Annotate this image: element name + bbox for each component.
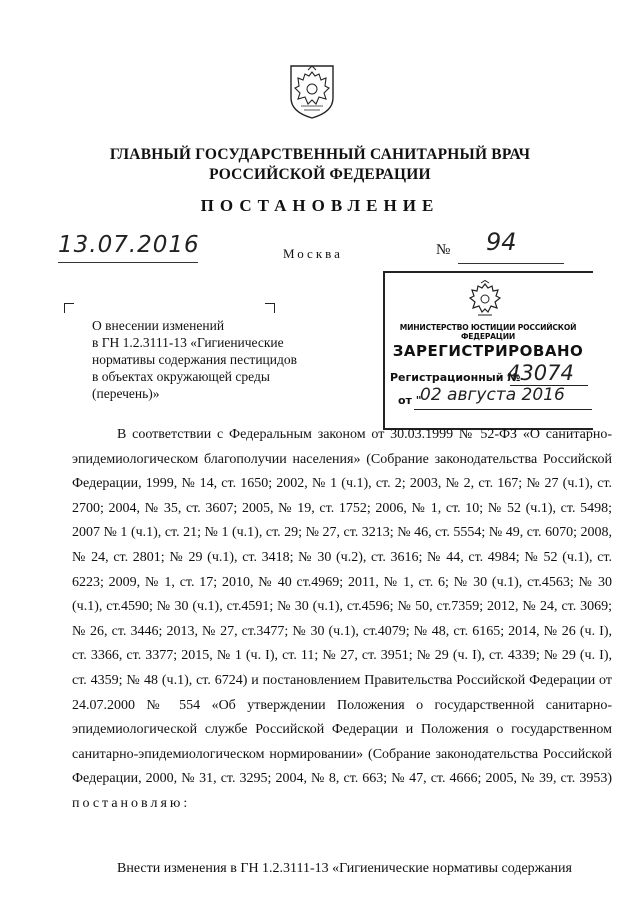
stamp-date-underline <box>414 409 592 410</box>
issuer-title-line2: РОССИЙСКОЙ ФЕДЕРАЦИИ <box>209 166 431 183</box>
document-body <box>72 423 612 817</box>
subject-line: в объектах окружающей среды <box>92 369 270 384</box>
preamble-text: В соответствии с Федеральным законом от 30.03.1999 № 52-ФЗ «О санитарно-эпидемиологическом благополучии населения» (Собрание законодательства Российской Федерации, 1999, № 14, ст. 1650; 2002, № 1 (ч.1), ст. 2; 2003, № 2, ст. 167; № 27 (ч.1), ст. 2700; 2004, № 35, ст. 3607; 2005, № 19, ст. 1752; 2006, № 1, ст. 10; № 52 (ч.1), ст. 5498; 2007 № 1 (ч.1), ст. 21; № 1 (ч.1), ст. 29; № 27, ст. 3213; № 46, ст. 5554; № 49, ст. 6070; 2008, № 24, ст. 2801; № 29 (ч.1), ст. 3418; № 30 (ч.2), ст. 3616; № 44, ст. 4984; № 52 (ч.1), ст. 6223; 2009, № 1, ст. 17; 2010, № 40 ст.4969; 2011, № 1, ст. 6; № 30 (ч.1), ст.4563; № 30 (ч.1), ст.4590; № 30 (ч.1), ст.4591; № 30 (ч.1), ст.4596; № 50, ст.7359; 2012, № 24, ст. 3069; № 26, ст. 3446; 2013, № 27, ст.3477; № 30 (ч.1), ст.4079; № 48, ст. 6165; 2014, № 26 (ч. I), ст. 3366, ст. 3377; 2015, № 1 (ч. I), ст. 11; № 27, ст. 3951; № 29 (ч. I), ст. 4339; № 29 (ч. I), ст. 4359; № 48 (ч.1), ст. 6724) и постановлением Правительства Российской Федерации от 24.07.2000 № 554 «Об утверждении Положения о государственной санитарно-эпидемиологической службе Российской Федерации и Положения о государственном санитарно-эпидемиологическом нормировании» (Собрание законодательства Российской Федерации, 2000, № 31, ст. 3295; 2004, № 8, ст. 663; № 47, ст. 4666; 2005, № 39, ст. 3953) <box>72 427 612 787</box>
document-subject <box>92 317 297 402</box>
issuer-title-line1: ГЛАВНЫЙ ГОСУДАРСТВЕННЫЙ САНИТАРНЫЙ ВРАЧ <box>109 146 531 163</box>
subject-corner-left <box>64 303 74 313</box>
document-number: 94 <box>486 228 517 256</box>
subject-line: в ГН 1.2.3111-13 «Гигиенические <box>92 335 284 350</box>
number-underline <box>458 263 564 264</box>
date-underline <box>58 262 198 263</box>
subject-line: (перечень)» <box>92 386 160 401</box>
subject-line: нормативы содержания пестицидов <box>92 352 297 367</box>
stamp-ministry: МИНИСТЕРСТВО ЮСТИЦИИ РОССИЙСКОЙ ФЕДЕРАЦИИ <box>399 323 577 341</box>
document-type: ПОСТАНОВЛЕНИЕ <box>200 196 440 215</box>
resolution-word: постановляю: <box>72 795 191 811</box>
stamp-reg-number: 43074 <box>507 361 574 385</box>
state-emblem-icon <box>287 62 337 120</box>
number-label: № <box>436 242 451 258</box>
city-label: Москва <box>283 246 343 261</box>
stamp-date: 02 августа 2016 <box>420 385 565 405</box>
stamp-date-label: от " <box>398 394 422 407</box>
stamp-emblem-icon <box>466 280 504 320</box>
subject-line: О внесении изменений <box>92 318 225 333</box>
operative-paragraph: Внести изменения в ГН 1.2.3111-13 «Гигиенические нормативы содержания <box>117 861 572 876</box>
preamble-paragraph <box>72 423 612 817</box>
subject-corner-right <box>265 303 275 313</box>
stamp-reg-label: Регистрационный № <box>390 371 521 384</box>
document-date: 13.07.2016 <box>58 232 200 258</box>
stamp-registered: ЗАРЕГИСТРИРОВАНО <box>392 342 584 360</box>
